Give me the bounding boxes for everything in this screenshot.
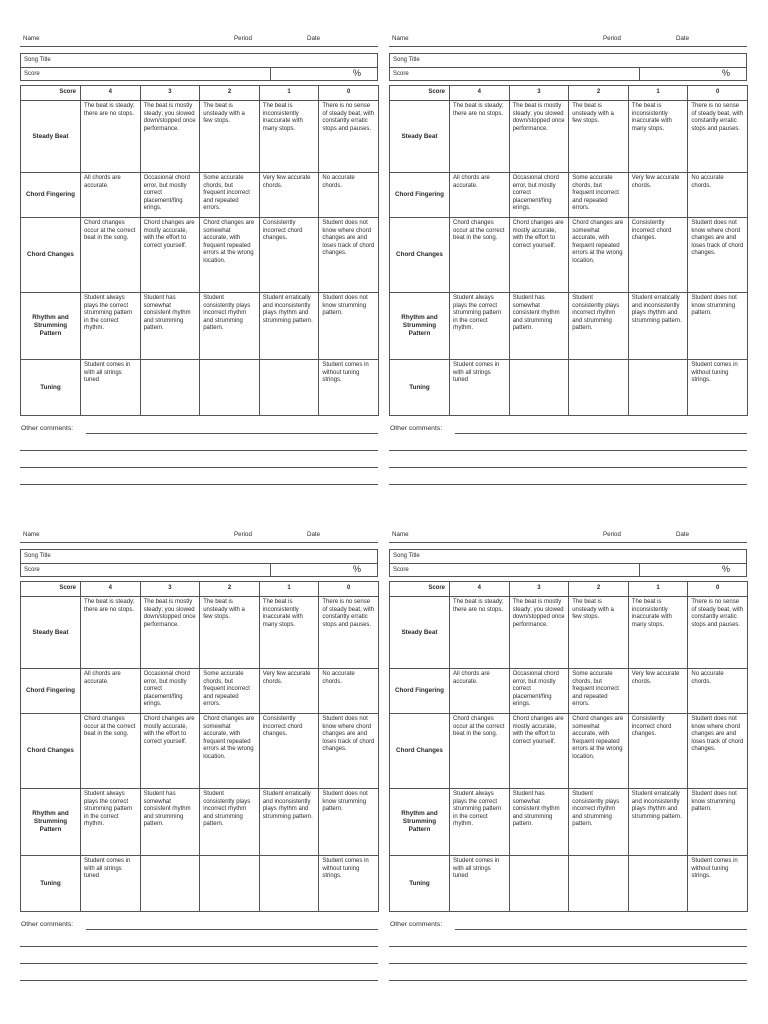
rubric-cell: All chords are accurate. <box>450 669 510 714</box>
criterion-label: Rhythm and Strumming Pattern <box>21 293 81 360</box>
rubric-cell: Some accurate chords, but frequent incorrect and repeated errors. <box>200 173 260 218</box>
score-header-row <box>21 86 379 101</box>
rubric-cell: Student comes in without tuning strings. <box>688 856 748 912</box>
comments-section <box>389 921 747 991</box>
percent-sign: % <box>352 68 361 78</box>
song-title-label: Song Title <box>24 57 51 63</box>
song-info-box <box>20 549 378 577</box>
rubric-cell: Student erratically and inconsistently plays rhythm and strumming pattern. <box>628 293 688 360</box>
level-header: 0 <box>688 582 748 597</box>
criterion-label: Chord Changes <box>21 714 81 789</box>
rubric-cell <box>140 360 200 416</box>
song-title-row <box>21 550 377 563</box>
comment-line <box>455 929 747 930</box>
rubric-cell: Chord changes are mostly accurate, with the effort to correct yourself. <box>509 714 569 789</box>
rubric-cell: There is no sense of steady beat, with constantly erratic stops and pauses. <box>319 597 379 669</box>
rubric-bottom-right <box>389 529 747 999</box>
song-title-row <box>390 550 746 563</box>
rubric-cell: Student consistently plays incorrect rhythm and strumming pattern. <box>569 789 629 856</box>
percent-sign: % <box>721 68 730 78</box>
table-row <box>390 856 748 912</box>
rubric-cell: Occasional chord error, but mostly correct placement/fing erings. <box>509 669 569 714</box>
rubric-cell: All chords are accurate. <box>450 173 510 218</box>
comment-line <box>389 467 747 468</box>
table-row <box>390 714 748 789</box>
student-header <box>20 529 378 543</box>
rubric-cell <box>200 360 260 416</box>
song-info-box <box>389 53 747 81</box>
level-header: 1 <box>628 582 688 597</box>
score-label: Score <box>393 71 409 77</box>
table-row <box>390 669 748 714</box>
percent-sign: % <box>721 564 730 574</box>
rubric-top-left <box>20 33 378 503</box>
rubric-cell: The beat is mostly steady; you slowed down/stopped once performance. <box>509 101 569 173</box>
rubric-cell <box>509 856 569 912</box>
comments-section <box>20 921 378 991</box>
comment-line <box>455 433 747 434</box>
rubric-cell: There is no sense of steady beat, with constantly erratic stops and pauses. <box>688 597 748 669</box>
score-label: Score <box>24 567 40 573</box>
level-header: 3 <box>140 86 200 101</box>
criterion-label: Tuning <box>390 856 450 912</box>
level-header: 4 <box>450 86 510 101</box>
criterion-label: Rhythm and Strumming Pattern <box>390 293 450 360</box>
rubric-cell: The beat is mostly steady; you slowed down/stopped once performance. <box>509 597 569 669</box>
criterion-label: Rhythm and Strumming Pattern <box>390 789 450 856</box>
table-row <box>390 293 748 360</box>
comment-line <box>20 467 378 468</box>
rubric-cell: Student always plays the correct strumming pattern in the correct rhythm. <box>81 293 141 360</box>
name-label: Name <box>392 35 409 42</box>
rubric-cell: No accurate chords. <box>319 669 379 714</box>
rubric-top-right <box>389 33 747 503</box>
comment-line <box>86 929 378 930</box>
comment-line <box>20 450 378 451</box>
rubric-cell: The beat is unsteady with a few stops. <box>200 101 260 173</box>
rubric-cell: Student erratically and inconsistently plays rhythm and strumming pattern. <box>259 789 319 856</box>
period-label: Period <box>234 531 252 538</box>
table-row <box>390 218 748 293</box>
rubric-cell: Chord changes are somewhat accurate, with frequent repeated errors at the wrong location. <box>200 218 260 293</box>
song-title-row <box>21 54 377 67</box>
level-header: 4 <box>81 582 141 597</box>
comment-line <box>20 963 378 964</box>
period-label: Period <box>603 35 621 42</box>
name-label: Name <box>23 35 40 42</box>
rubric-cell: The beat is inconsistently inaccurate with many stops. <box>628 597 688 669</box>
rubric-cell: The beat is unsteady with a few stops. <box>569 101 629 173</box>
level-header: 1 <box>628 86 688 101</box>
comment-line <box>389 946 747 947</box>
rubric-cell <box>140 856 200 912</box>
date-label: Date <box>676 35 690 42</box>
rubric-cell: Some accurate chords, but frequent incorrect and repeated errors. <box>569 669 629 714</box>
score-label: Score <box>24 71 40 77</box>
level-header: 0 <box>688 86 748 101</box>
period-label: Period <box>603 531 621 538</box>
score-label: Score <box>393 567 409 573</box>
rubric-cell: All chords are accurate. <box>81 173 141 218</box>
score-row <box>390 67 746 80</box>
rubric-cell: Student comes in with all strings tuned <box>450 360 510 416</box>
song-info-box <box>389 549 747 577</box>
rubric-table <box>20 581 379 912</box>
score-row <box>21 563 377 576</box>
rubric-cell: Chord changes are mostly accurate, with the effort to correct yourself. <box>140 218 200 293</box>
rubric-cell: The beat is steady; there are no stops. <box>81 101 141 173</box>
level-header: 2 <box>569 86 629 101</box>
percent-sign: % <box>352 564 361 574</box>
rubric-cell: Chord changes are somewhat accurate, with frequent repeated errors at the wrong location. <box>200 714 260 789</box>
comment-line <box>20 484 378 485</box>
rubric-cell: Chord changes are mostly accurate, with the effort to correct yourself. <box>140 714 200 789</box>
criterion-label: Steady Beat <box>21 101 81 173</box>
table-row <box>390 173 748 218</box>
rubric-cell: Student comes in with all strings tuned <box>450 856 510 912</box>
rubric-cell: Student always plays the correct strumming pattern in the correct rhythm. <box>81 789 141 856</box>
rubric-cell: Student does not know strumming pattern. <box>688 789 748 856</box>
student-header <box>389 33 747 47</box>
rubric-cell: Student does not know where chord changes are and loses track of chord changes. <box>688 218 748 293</box>
student-header <box>20 33 378 47</box>
rubric-cell: Chord changes occur at the correct beat in the song. <box>81 218 141 293</box>
table-row <box>390 360 748 416</box>
criterion-label: Chord Changes <box>390 714 450 789</box>
rubric-cell: No accurate chords. <box>319 173 379 218</box>
rubric-cell: Chord changes are somewhat accurate, with frequent repeated errors at the wrong location. <box>569 714 629 789</box>
rubric-table <box>389 581 748 912</box>
comments-section <box>20 425 378 495</box>
table-row <box>21 597 379 669</box>
rubric-cell: Student comes in without tuning strings. <box>319 856 379 912</box>
rubric-cell: Consistently incorrect chord changes. <box>628 714 688 789</box>
level-header: 4 <box>81 86 141 101</box>
rubric-cell <box>509 360 569 416</box>
level-header: 0 <box>319 582 379 597</box>
rubric-cell: Student does not know where chord changes are and loses track of chord changes. <box>688 714 748 789</box>
rubric-cell: The beat is steady; there are no stops. <box>450 101 510 173</box>
criterion-label: Chord Fingering <box>390 173 450 218</box>
criterion-label: Rhythm and Strumming Pattern <box>21 789 81 856</box>
rubric-cell: Student comes in without tuning strings. <box>319 360 379 416</box>
comment-line <box>20 980 378 981</box>
rubric-cell <box>259 360 319 416</box>
rubric-cell: Consistently incorrect chord changes. <box>259 714 319 789</box>
table-row <box>21 173 379 218</box>
name-label: Name <box>392 531 409 538</box>
rubric-bottom-left <box>20 529 378 999</box>
rubric-cell: No accurate chords. <box>688 669 748 714</box>
level-header: 2 <box>200 86 260 101</box>
rubric-cell: Chord changes occur at the correct beat in the song. <box>450 218 510 293</box>
rubric-cell <box>569 360 629 416</box>
rubric-cell: Chord changes occur at the correct beat in the song. <box>81 714 141 789</box>
rubric-cell: Student does not know strumming pattern. <box>319 789 379 856</box>
song-title-label: Song Title <box>393 57 420 63</box>
date-label: Date <box>307 35 321 42</box>
comment-line <box>389 484 747 485</box>
rubric-cell: Student has somewhat consistent rhythm and strumming pattern. <box>509 293 569 360</box>
level-header: 4 <box>450 582 510 597</box>
rubric-cell <box>569 856 629 912</box>
score-header-row <box>21 582 379 597</box>
percent-box <box>639 564 746 576</box>
rubric-cell: Student does not know where chord changes are and loses track of chord changes. <box>319 714 379 789</box>
rubric-cell: Student has somewhat consistent rhythm and strumming pattern. <box>140 789 200 856</box>
rubric-table <box>20 85 379 416</box>
level-header: 2 <box>569 582 629 597</box>
table-row <box>21 293 379 360</box>
criterion-label: Tuning <box>390 360 450 416</box>
criterion-label: Chord Fingering <box>390 669 450 714</box>
rubric-cell <box>200 856 260 912</box>
table-row <box>390 597 748 669</box>
rubric-cell: Consistently incorrect chord changes. <box>628 218 688 293</box>
table-row <box>21 789 379 856</box>
rubric-cell: The beat is steady; there are no stops. <box>450 597 510 669</box>
name-label: Name <box>23 531 40 538</box>
rubric-cell: There is no sense of steady beat, with constantly erratic stops and pauses. <box>319 101 379 173</box>
comments-label: Other comments: <box>21 921 74 928</box>
level-header: 2 <box>200 582 260 597</box>
criterion-label: Chord Changes <box>390 218 450 293</box>
rubric-cell: All chords are accurate. <box>81 669 141 714</box>
rubric-cell: Occasional chord error, but mostly correct placement/fing erings. <box>140 669 200 714</box>
comment-line <box>86 433 378 434</box>
criterion-label: Steady Beat <box>390 597 450 669</box>
rubric-cell: Student does not know where chord changes are and loses track of chord changes. <box>319 218 379 293</box>
score-column-header: Score <box>21 582 81 597</box>
criterion-label: Tuning <box>21 856 81 912</box>
student-header <box>389 529 747 543</box>
level-header: 3 <box>509 582 569 597</box>
song-title-label: Song Title <box>393 553 420 559</box>
rubric-cell: Student always plays the correct strumming pattern in the correct rhythm. <box>450 789 510 856</box>
level-header: 3 <box>140 582 200 597</box>
rubric-cell: There is no sense of steady beat, with constantly erratic stops and pauses. <box>688 101 748 173</box>
criterion-label: Tuning <box>21 360 81 416</box>
rubric-cell: The beat is inconsistently inaccurate with many stops. <box>628 101 688 173</box>
song-title-label: Song Title <box>24 553 51 559</box>
rubric-cell: Student always plays the correct strumming pattern in the correct rhythm. <box>450 293 510 360</box>
rubric-cell: Consistently incorrect chord changes. <box>259 218 319 293</box>
rubric-cell: Very few accurate chords. <box>259 669 319 714</box>
percent-box <box>270 68 377 80</box>
rubric-cell: Student consistently plays incorrect rhythm and strumming pattern. <box>569 293 629 360</box>
rubric-cell: Student comes in without tuning strings. <box>688 360 748 416</box>
period-label: Period <box>234 35 252 42</box>
rubric-cell: Very few accurate chords. <box>628 669 688 714</box>
table-row <box>21 101 379 173</box>
rubric-cell: Chord changes are somewhat accurate, with frequent repeated errors at the wrong location. <box>569 218 629 293</box>
score-column-header: Score <box>390 86 450 101</box>
rubric-cell: Student consistently plays incorrect rhythm and strumming pattern. <box>200 789 260 856</box>
rubric-cell: The beat is mostly steady; you slowed down/stopped once performance. <box>140 101 200 173</box>
rubric-cell: Student does not know strumming pattern. <box>688 293 748 360</box>
score-column-header: Score <box>390 582 450 597</box>
score-row <box>21 67 377 80</box>
rubric-cell: Student comes in with all strings tuned <box>81 360 141 416</box>
song-title-row <box>390 54 746 67</box>
rubric-cell: Chord changes are mostly accurate, with the effort to correct yourself. <box>509 218 569 293</box>
score-column-header: Score <box>21 86 81 101</box>
percent-box <box>270 564 377 576</box>
rubric-cell: Student has somewhat consistent rhythm and strumming pattern. <box>509 789 569 856</box>
comment-line <box>389 980 747 981</box>
comments-label: Other comments: <box>390 921 443 928</box>
table-row <box>390 101 748 173</box>
criterion-label: Chord Fingering <box>21 669 81 714</box>
date-label: Date <box>676 531 690 538</box>
rubric-cell: Some accurate chords, but frequent incorrect and repeated errors. <box>569 173 629 218</box>
rubric-cell: Chord changes occur at the correct beat in the song. <box>450 714 510 789</box>
rubric-cell <box>628 360 688 416</box>
comment-line <box>389 963 747 964</box>
rubric-cell: The beat is steady; there are no stops. <box>81 597 141 669</box>
rubric-cell: Very few accurate chords. <box>259 173 319 218</box>
rubric-cell: Occasional chord error, but mostly correct placement/fing erings. <box>140 173 200 218</box>
rubric-cell <box>628 856 688 912</box>
rubric-cell: Student does not know strumming pattern. <box>319 293 379 360</box>
level-header: 1 <box>259 582 319 597</box>
rubric-cell: No accurate chords. <box>688 173 748 218</box>
rubric-cell <box>259 856 319 912</box>
comments-section <box>389 425 747 495</box>
rubric-cell: The beat is unsteady with a few stops. <box>200 597 260 669</box>
comments-label: Other comments: <box>390 425 443 432</box>
rubric-cell: The beat is inconsistently inaccurate with many stops. <box>259 597 319 669</box>
comments-label: Other comments: <box>21 425 74 432</box>
score-row <box>390 563 746 576</box>
rubric-cell: Very few accurate chords. <box>628 173 688 218</box>
level-header: 3 <box>509 86 569 101</box>
criterion-label: Chord Fingering <box>21 173 81 218</box>
table-row <box>390 789 748 856</box>
level-header: 1 <box>259 86 319 101</box>
rubric-cell: Some accurate chords, but frequent incorrect and repeated errors. <box>200 669 260 714</box>
score-header-row <box>390 582 748 597</box>
song-info-box <box>20 53 378 81</box>
comment-line <box>20 946 378 947</box>
rubric-cell: Student consistently plays incorrect rhythm and strumming pattern. <box>200 293 260 360</box>
table-row <box>21 218 379 293</box>
rubric-cell: The beat is inconsistently inaccurate with many stops. <box>259 101 319 173</box>
percent-box <box>639 68 746 80</box>
table-row <box>21 714 379 789</box>
date-label: Date <box>307 531 321 538</box>
rubric-cell: Student erratically and inconsistently plays rhythm and strumming pattern. <box>628 789 688 856</box>
rubric-cell: Student has somewhat consistent rhythm and strumming pattern. <box>140 293 200 360</box>
score-header-row <box>390 86 748 101</box>
criterion-label: Steady Beat <box>390 101 450 173</box>
rubric-cell: The beat is mostly steady; you slowed down/stopped once performance. <box>140 597 200 669</box>
criterion-label: Steady Beat <box>21 597 81 669</box>
table-row <box>21 856 379 912</box>
rubric-table <box>389 85 748 416</box>
rubric-cell: Student erratically and inconsistently plays rhythm and strumming pattern. <box>259 293 319 360</box>
criterion-label: Chord Changes <box>21 218 81 293</box>
table-row <box>21 360 379 416</box>
level-header: 0 <box>319 86 379 101</box>
rubric-cell: Student comes in with all strings tuned <box>81 856 141 912</box>
rubric-cell: The beat is unsteady with a few stops. <box>569 597 629 669</box>
comment-line <box>389 450 747 451</box>
table-row <box>21 669 379 714</box>
rubric-cell: Occasional chord error, but mostly correct placement/fing erings. <box>509 173 569 218</box>
